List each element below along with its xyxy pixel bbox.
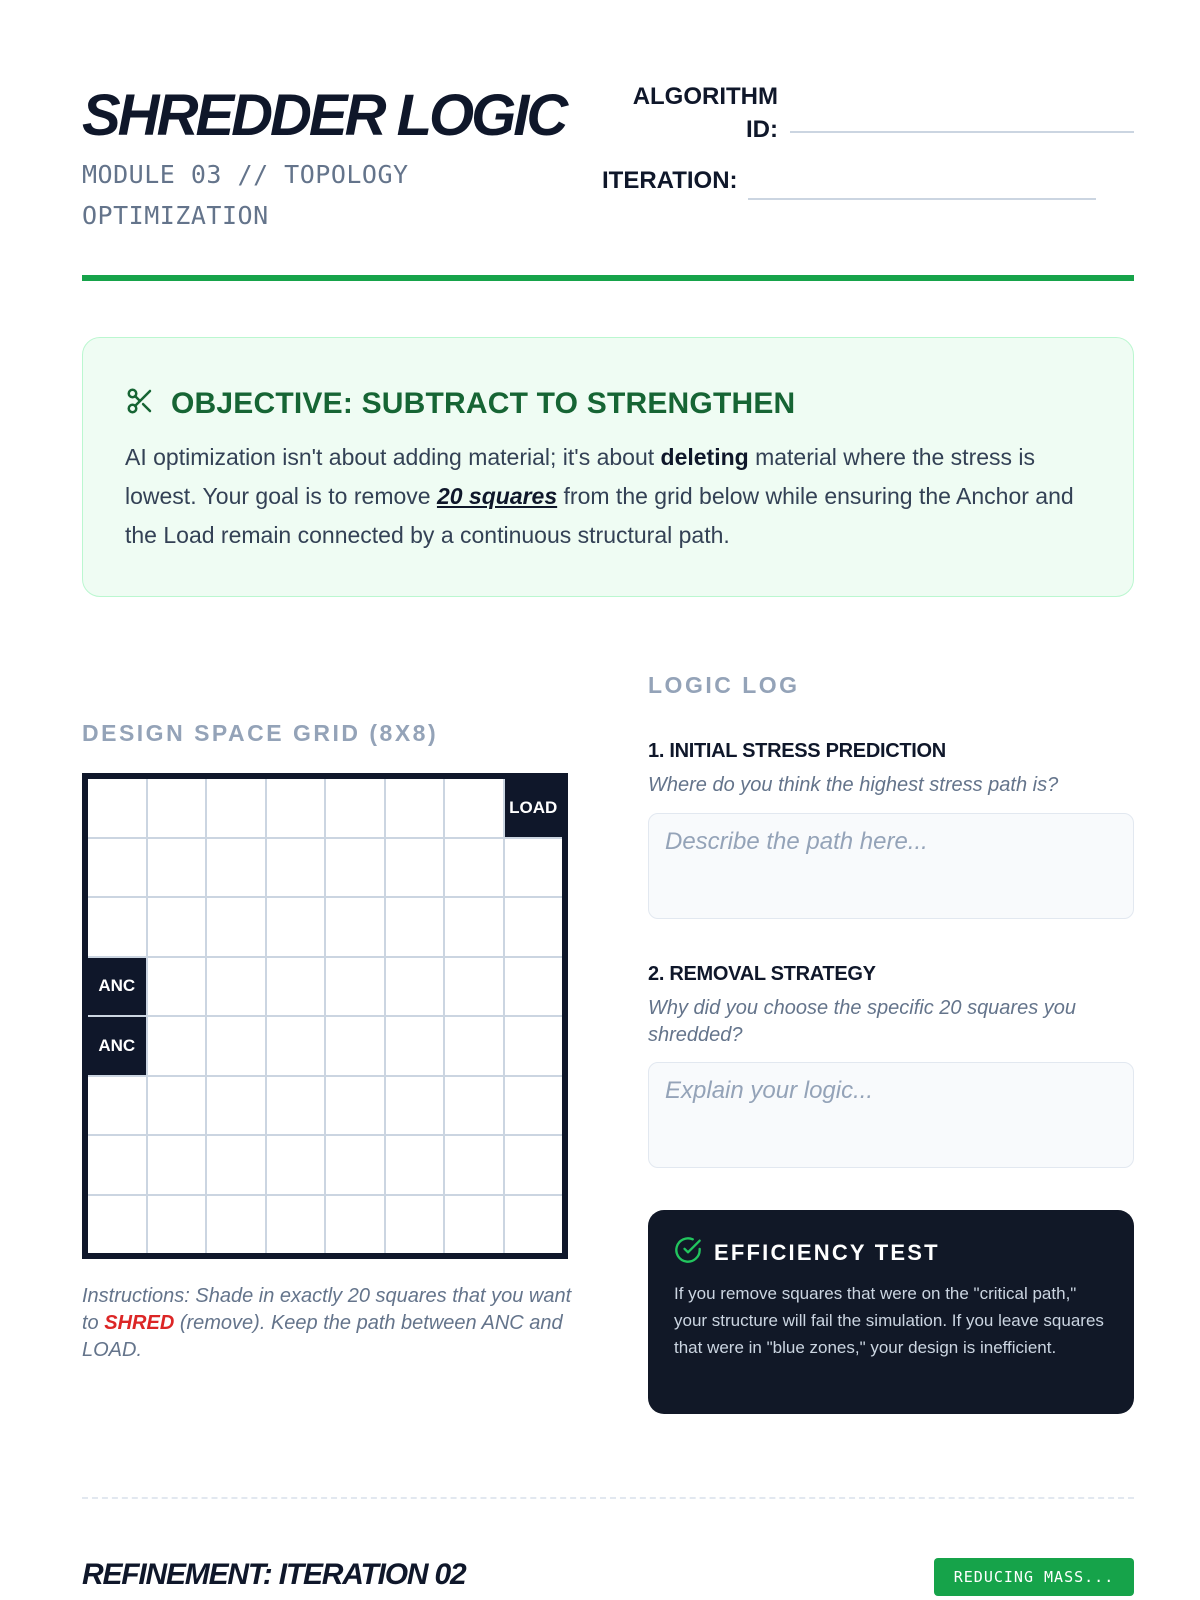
- grid-cell[interactable]: [148, 898, 206, 956]
- anchor-cell: ANC: [88, 1017, 146, 1075]
- grid-cell[interactable]: [386, 898, 444, 956]
- grid-cell[interactable]: [386, 1196, 444, 1254]
- algorithm-id-label: ALGORITHM ID:: [632, 83, 778, 143]
- grid-cell[interactable]: [386, 779, 444, 837]
- grid-cell[interactable]: [148, 1077, 206, 1135]
- grid-cell[interactable]: [88, 1196, 146, 1254]
- grid-cell[interactable]: [445, 898, 503, 956]
- grid-cell[interactable]: [505, 1017, 563, 1075]
- grid-cell[interactable]: [326, 1077, 384, 1135]
- grid-cell[interactable]: [88, 839, 146, 897]
- grid-cell[interactable]: [148, 1017, 206, 1075]
- worksheet-page: [82, 0, 1134, 1600]
- grid-cell[interactable]: [505, 1136, 563, 1194]
- grid-cell[interactable]: [207, 839, 265, 897]
- grid-cell[interactable]: [207, 1017, 265, 1075]
- scissors-icon: [125, 386, 155, 421]
- anchor-cell: ANC: [88, 958, 146, 1016]
- grid-cell[interactable]: [505, 958, 563, 1016]
- question-1-title: 1. INITIAL STRESS PREDICTION: [648, 740, 946, 762]
- logic-log-label: LOGIC LOG: [648, 672, 800, 698]
- design-space-grid: [88, 779, 562, 1253]
- check-circle-icon: [674, 1236, 702, 1269]
- grid-cell[interactable]: [148, 779, 206, 837]
- grid-cell[interactable]: [88, 898, 146, 956]
- grid-cell[interactable]: [148, 958, 206, 1016]
- design-grid-frame: [82, 773, 568, 1259]
- grid-cell[interactable]: [445, 958, 503, 1016]
- grid-cell[interactable]: [267, 1017, 325, 1075]
- grid-cell[interactable]: [207, 898, 265, 956]
- status-badge: REDUCING MASS...: [934, 1558, 1134, 1596]
- grid-cell[interactable]: [505, 1196, 563, 1254]
- grid-cell[interactable]: [267, 898, 325, 956]
- question-1-help: Where do you think the highest stress path is?: [648, 774, 1059, 796]
- section-divider: [82, 1497, 1134, 1499]
- grid-cell[interactable]: [267, 1136, 325, 1194]
- grid-cell[interactable]: [326, 898, 384, 956]
- algorithm-id-field[interactable]: [790, 131, 1134, 133]
- grid-cell[interactable]: [88, 1077, 146, 1135]
- grid-cell[interactable]: [505, 1077, 563, 1135]
- grid-cell[interactable]: [445, 1136, 503, 1194]
- question-2-title: 2. REMOVAL STRATEGY: [648, 963, 876, 985]
- grid-cell[interactable]: [326, 1017, 384, 1075]
- grid-cell[interactable]: [445, 1196, 503, 1254]
- grid-cell[interactable]: [386, 839, 444, 897]
- grid-instructions: Instructions: Shade in exactly 20 squares that you want to SHRED (remove). Keep the path between ANC and LOAD.: [82, 1285, 572, 1361]
- grid-cell[interactable]: [505, 839, 563, 897]
- question-2-answer-field[interactable]: Explain your logic...: [648, 1062, 1134, 1168]
- iteration-label: ITERATION:: [602, 167, 738, 194]
- grid-cell[interactable]: [326, 958, 384, 1016]
- grid-section-label: DESIGN SPACE GRID (8X8): [82, 720, 439, 746]
- efficiency-test-title: EFFICIENCY TEST: [714, 1239, 940, 1265]
- grid-cell[interactable]: [207, 1136, 265, 1194]
- grid-cell[interactable]: [386, 1017, 444, 1075]
- grid-cell[interactable]: [445, 839, 503, 897]
- grid-cell[interactable]: [267, 958, 325, 1016]
- page-subtitle: MODULE 03 // TOPOLOGY OPTIMIZATION: [82, 160, 409, 230]
- grid-cell[interactable]: [88, 1136, 146, 1194]
- grid-cell[interactable]: [267, 1077, 325, 1135]
- refinement-heading: REFINEMENT: ITERATION 02: [82, 1558, 466, 1591]
- question-2-help: Why did you choose the specific 20 squares you shredded?: [648, 997, 1077, 1046]
- grid-cell[interactable]: [207, 1196, 265, 1254]
- efficiency-test-card: [648, 1210, 1134, 1414]
- grid-cell[interactable]: [445, 1017, 503, 1075]
- grid-cell[interactable]: [386, 958, 444, 1016]
- grid-cell[interactable]: [505, 898, 563, 956]
- target-count: 20 squares: [436, 483, 558, 509]
- grid-cell[interactable]: [207, 779, 265, 837]
- grid-cell[interactable]: [445, 1077, 503, 1135]
- iteration-field[interactable]: [748, 198, 1096, 200]
- grid-cell[interactable]: [326, 779, 384, 837]
- grid-cell[interactable]: [326, 1196, 384, 1254]
- header-divider: [82, 275, 1134, 281]
- efficiency-test-text: If you remove squares that were on the "critical path," your structure will fail the simulation. If you leave squares that were in "blue zones," your design is inefficient.: [674, 1284, 1104, 1357]
- grid-cell[interactable]: [148, 1136, 206, 1194]
- grid-cell[interactable]: [326, 1136, 384, 1194]
- grid-cell[interactable]: [326, 839, 384, 897]
- grid-cell[interactable]: [207, 958, 265, 1016]
- page-title: SHREDDER LOGIC: [82, 83, 566, 148]
- objective-title: OBJECTIVE: SUBTRACT TO STRENGTHEN: [171, 386, 796, 420]
- grid-cell[interactable]: [267, 839, 325, 897]
- grid-cell[interactable]: [207, 1077, 265, 1135]
- grid-cell[interactable]: [386, 1136, 444, 1194]
- grid-cell[interactable]: [445, 779, 503, 837]
- grid-cell[interactable]: [148, 839, 206, 897]
- grid-cell[interactable]: [267, 1196, 325, 1254]
- objective-text: AI optimization isn't about adding material; it's about deleting material where the stress is lowest. Your goal is to remove 20 squares from the grid below while ensuring the Anchor and the Load remain connected by a continuous structural path.: [125, 444, 1074, 548]
- grid-cell[interactable]: [386, 1077, 444, 1135]
- question-1-answer-field[interactable]: Describe the path here...: [648, 813, 1134, 919]
- objective-panel: [82, 337, 1134, 597]
- grid-cell[interactable]: [88, 779, 146, 837]
- grid-cell[interactable]: [148, 1196, 206, 1254]
- load-cell: LOAD: [505, 779, 563, 837]
- grid-cell[interactable]: [267, 779, 325, 837]
